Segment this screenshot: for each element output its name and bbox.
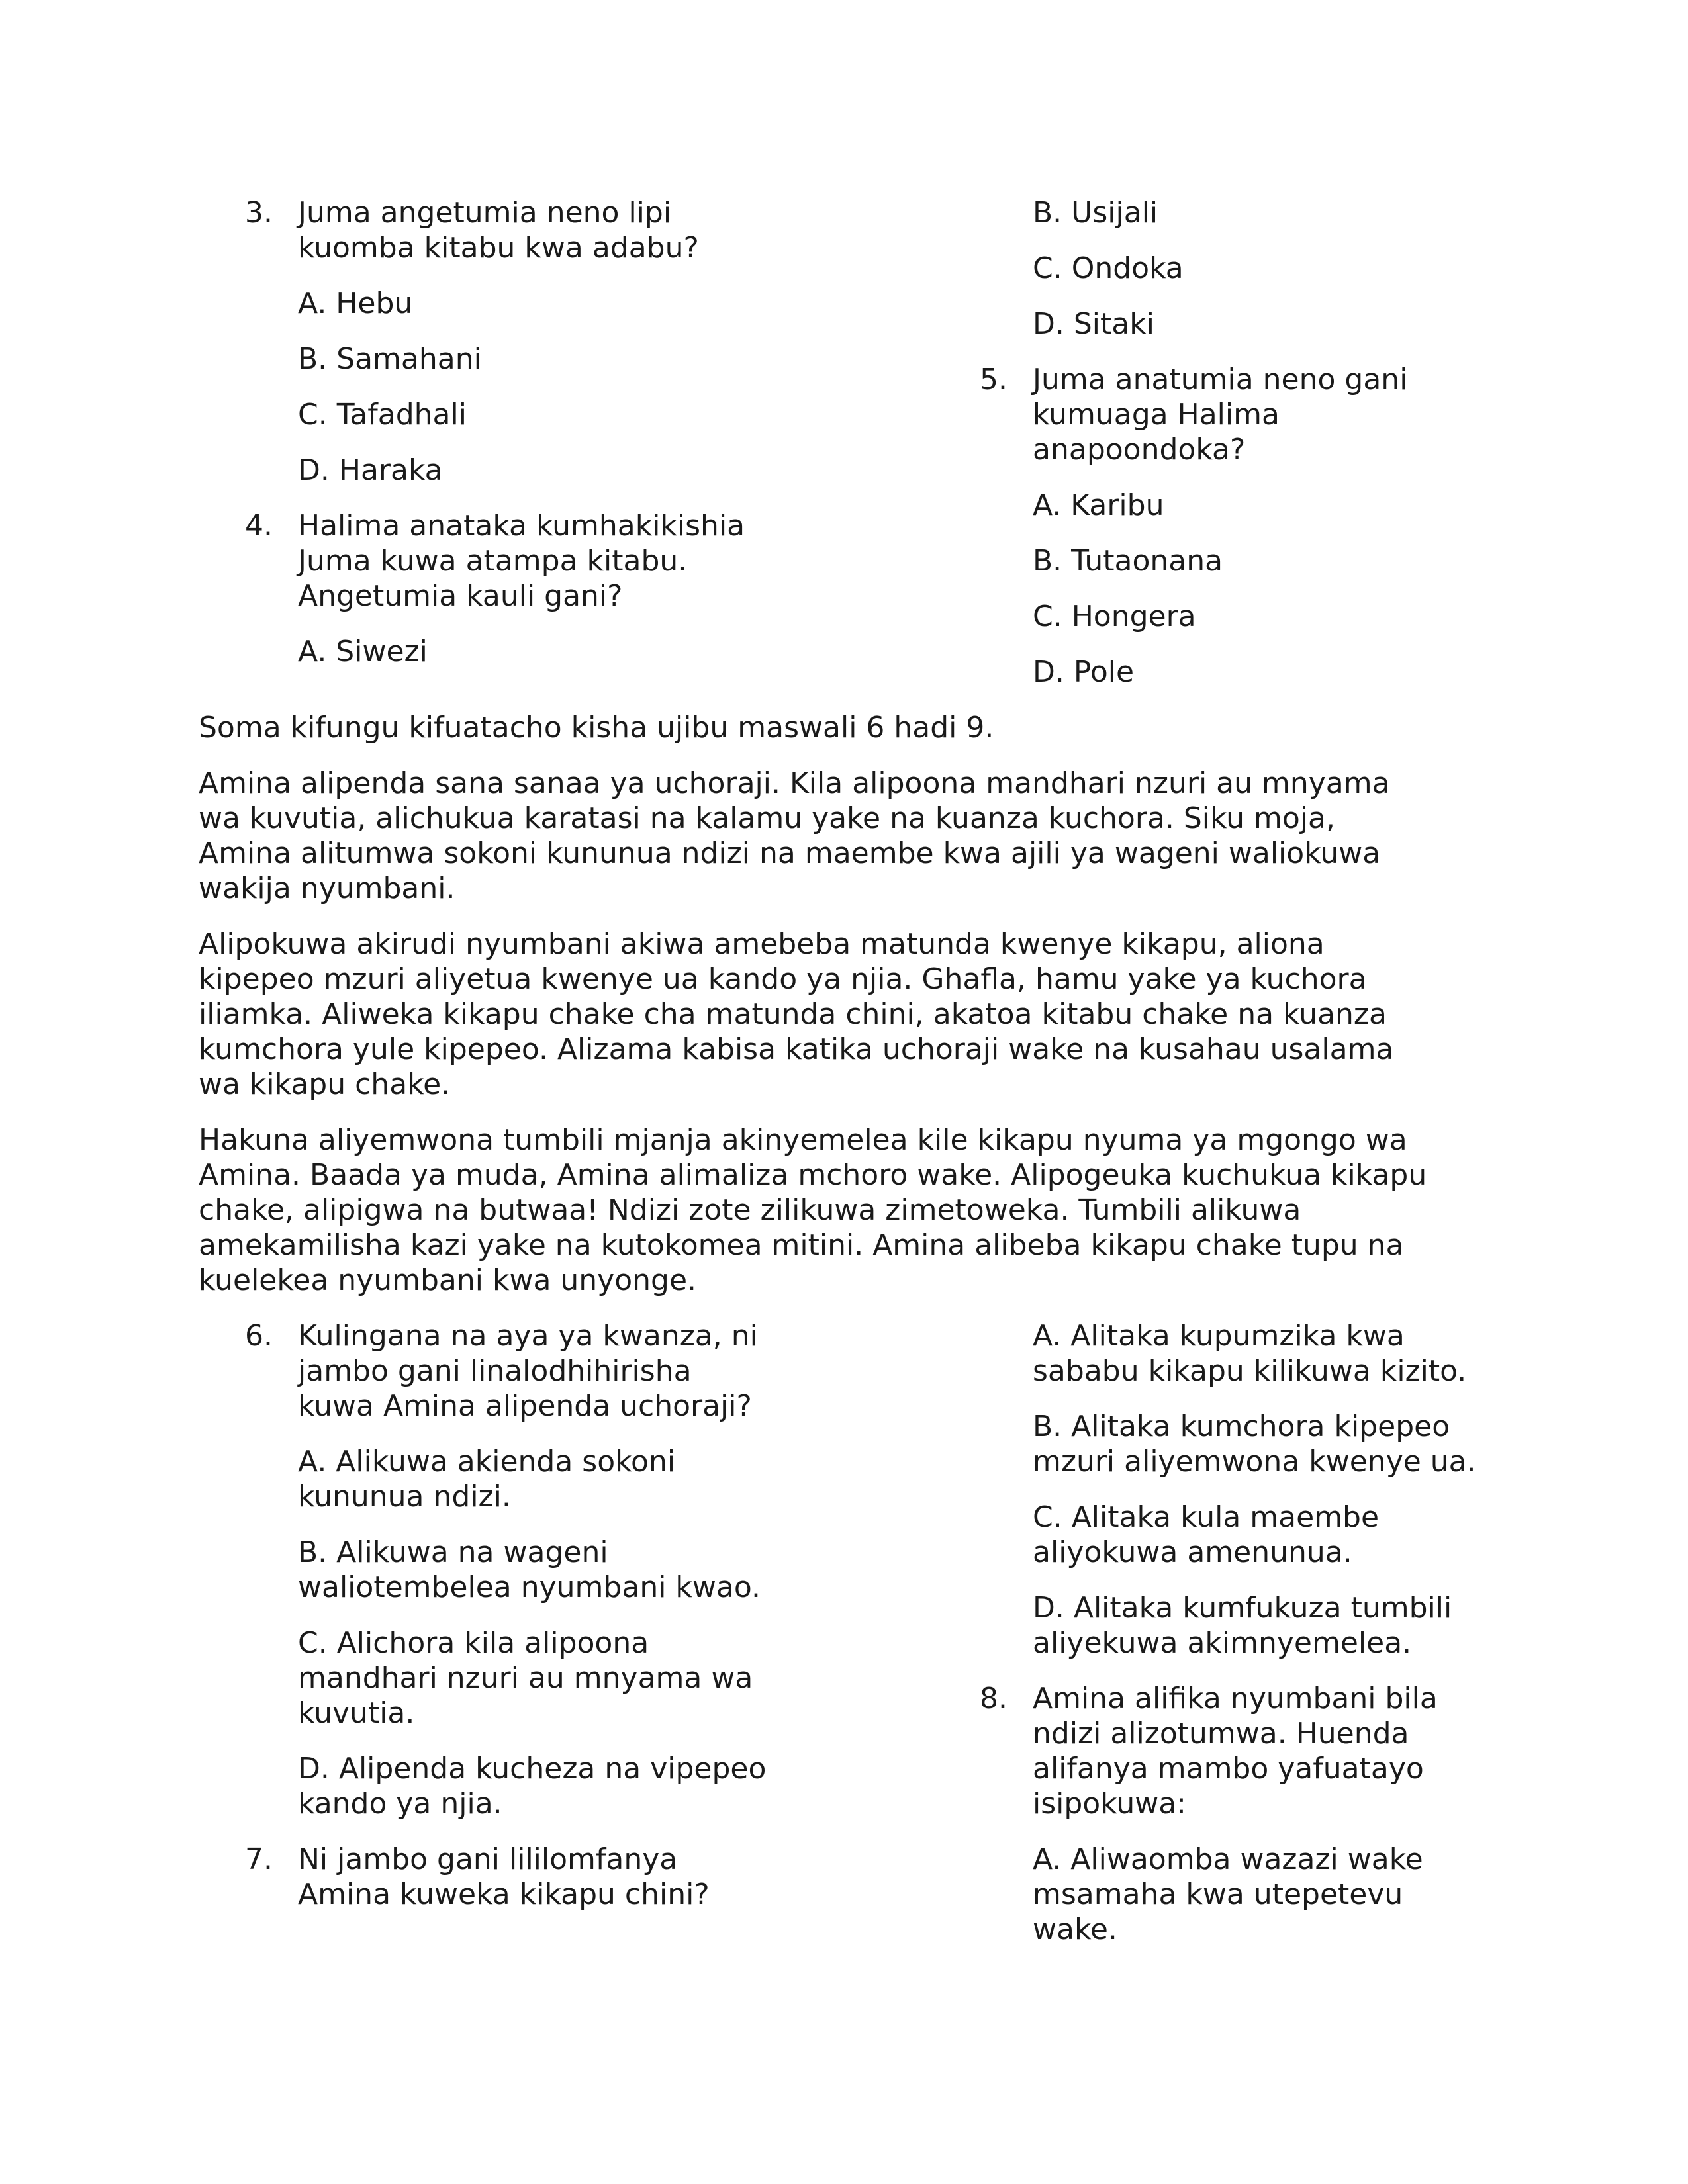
- question-4: [199, 508, 933, 614]
- option-line: B. Alitaka kumchora kipepeo: [1033, 1410, 1450, 1443]
- answer-option[interactable]: B. Samahani: [298, 342, 482, 376]
- answer-option[interactable]: A. Karibu: [1033, 488, 1164, 522]
- answer-option[interactable]: [933, 1842, 1489, 1947]
- option-line: aliyekuwa akimnyemelea.: [1033, 1626, 1412, 1660]
- right-column: [933, 195, 1489, 710]
- option-line: sababu kikapu kilikuwa kizito.: [1033, 1354, 1467, 1388]
- answer-option[interactable]: D. Haraka: [298, 453, 443, 487]
- answer-option[interactable]: A. Hebu: [298, 287, 413, 320]
- question-text-line: alifanya mambo yafuatayo: [1033, 1752, 1424, 1786]
- question-text-line: kuwa Amina alipenda uchoraji?: [298, 1389, 752, 1423]
- question-text-line: ndizi alizotumwa. Huenda: [1033, 1717, 1409, 1751]
- passage-line: Hakuna aliyemwona tumbili mjanja akinyemelea kile kikapu nyuma ya mgongo wa: [199, 1123, 1407, 1157]
- passage-line: Amina alitumwa sokoni kununua ndizi na maembe kwa ajili ya wageni waliokuwa: [199, 837, 1381, 870]
- question-6: [199, 1318, 933, 1424]
- question-text-line: kuomba kitabu kwa adabu?: [298, 231, 699, 265]
- question-number: 6.: [245, 1319, 273, 1353]
- answer-option[interactable]: B. Usijali: [1033, 196, 1158, 230]
- passage-paragraph-2: [199, 927, 1489, 1102]
- question-text-line: Amina kuweka kikapu chini?: [298, 1878, 710, 1911]
- option-line: kando ya njia.: [298, 1787, 502, 1821]
- option-line: B. Alikuwa na wageni: [298, 1535, 608, 1569]
- option-line: D. Alipenda kucheza na vipepeo: [298, 1752, 767, 1786]
- passage-line: kipepeo mzuri aliyetua kwenye ua kando ya njia. Ghafla, hamu yake ya kuchora: [199, 962, 1367, 996]
- question-number: 8.: [980, 1682, 1008, 1715]
- answer-option[interactable]: B. Tutaonana: [1033, 544, 1223, 578]
- question-text-line: Juma kuwa atampa kitabu.: [298, 544, 688, 578]
- answer-option[interactable]: [199, 1535, 933, 1605]
- passage-instruction: Soma kifungu kifuatacho kisha ujibu maswali 6 hadi 9.: [199, 711, 994, 745]
- passage-line: kuelekea nyumbani kwa unyonge.: [199, 1263, 696, 1297]
- option-line: kuvutia.: [298, 1696, 415, 1730]
- question-text-line: Kulingana na aya ya kwanza, ni: [298, 1319, 758, 1353]
- passage-paragraph-1: [199, 766, 1489, 906]
- question-text-line: Ni jambo gani lililomfanya: [298, 1843, 678, 1876]
- question-text-line: Juma anatumia neno gani: [1033, 363, 1408, 396]
- worksheet-page: [199, 195, 1489, 1968]
- question-text-line: Halima anataka kumhakikishia: [298, 509, 745, 543]
- question-text-line: kumuaga Halima anapoondoka?: [1033, 398, 1280, 467]
- question-number: 4.: [245, 509, 273, 543]
- left-column: [199, 195, 933, 710]
- answer-option[interactable]: [199, 1625, 933, 1731]
- passage-line: Amina alipenda sana sanaa ya uchoraji. Kila alipoona mandhari nzuri au mnyama: [199, 766, 1390, 800]
- option-line: C. Alitaka kula maembe: [1033, 1500, 1380, 1534]
- passage-paragraph-3: [199, 1122, 1489, 1298]
- option-line: waliotembelea nyumbani kwao.: [298, 1570, 761, 1604]
- question-text-line: Amina alifika nyumbani bila: [1033, 1682, 1438, 1715]
- left-column: [199, 1318, 933, 1968]
- question-text-line: isipokuwa:: [1033, 1787, 1187, 1821]
- question-3: [199, 195, 933, 265]
- right-column: [933, 1318, 1489, 1968]
- question-number: 3.: [245, 196, 273, 230]
- passage-line: Amina. Baada ya muda, Amina alimaliza mchoro wake. Alipogeuka kuchukua kikapu: [199, 1158, 1427, 1192]
- question-7: [199, 1842, 933, 1912]
- answer-option[interactable]: A. Siwezi: [298, 635, 428, 668]
- option-line: D. Alitaka kumfukuza tumbili: [1033, 1591, 1452, 1625]
- question-text-line: Angetumia kauli gani?: [298, 579, 623, 613]
- answer-option[interactable]: [933, 1590, 1489, 1661]
- option-line: C. Alichora kila alipoona: [298, 1626, 649, 1660]
- answer-option[interactable]: C. Tafadhali: [298, 398, 467, 432]
- option-line: mzuri aliyemwona kwenye ua.: [1033, 1445, 1476, 1479]
- passage-line: wakija nyumbani.: [199, 872, 455, 905]
- reading-passage: [199, 710, 1489, 1298]
- passage-line: amekamilisha kazi yake na kutokomea mitini. Amina alibeba kikapu chake tupu na: [199, 1228, 1404, 1262]
- passage-line: kumchora yule kipepeo. Alizama kabisa katika uchoraji wake na kusahau usalama: [199, 1032, 1394, 1066]
- answer-option[interactable]: C. Ondoka: [1033, 251, 1184, 285]
- option-line: aliyokuwa amenunua.: [1033, 1535, 1352, 1569]
- answer-option[interactable]: D. Sitaki: [1033, 307, 1154, 341]
- answer-option[interactable]: [933, 1318, 1489, 1388]
- answer-option[interactable]: C. Hongera: [1033, 600, 1196, 633]
- passage-line: wa kuvutia, alichukua karatasi na kalamu yake na kuanza kuchora. Siku moja,: [199, 801, 1335, 835]
- passage-line: Alipokuwa akirudi nyumbani akiwa amebeba matunda kwenye kikapu, aliona: [199, 927, 1325, 961]
- questions-3-5: [199, 195, 1489, 710]
- passage-line: wa kikapu chake.: [199, 1068, 451, 1101]
- questions-6-8: [199, 1318, 1489, 1968]
- answer-option[interactable]: [933, 1500, 1489, 1570]
- answer-option[interactable]: [199, 1444, 933, 1514]
- question-text-line: jambo gani linalodhihirisha: [298, 1354, 692, 1388]
- option-line: A. Alitaka kupumzika kwa: [1033, 1319, 1405, 1353]
- option-line: mandhari nzuri au mnyama wa: [298, 1661, 753, 1695]
- passage-line: chake, alipigwa na butwaa! Ndizi zote zilikuwa zimetoweka. Tumbili alikuwa: [199, 1193, 1301, 1227]
- option-line: kununua ndizi.: [298, 1480, 511, 1514]
- option-line: A. Aliwaomba wazazi wake: [1033, 1843, 1423, 1876]
- question-5: [933, 362, 1489, 467]
- question-number: 7.: [245, 1843, 273, 1876]
- question-number: 5.: [980, 363, 1008, 396]
- passage-line: iliamka. Aliweka kikapu chake cha matunda chini, akatoa kitabu chake na kuanza: [199, 997, 1387, 1031]
- option-line: msamaha kwa utepetevu wake.: [1033, 1878, 1403, 1946]
- answer-option[interactable]: [933, 1409, 1489, 1479]
- answer-option[interactable]: [199, 1751, 933, 1821]
- answer-option[interactable]: D. Pole: [1033, 655, 1135, 689]
- question-8: [933, 1681, 1489, 1821]
- question-text-line: Juma angetumia neno lipi: [298, 196, 672, 230]
- option-line: A. Alikuwa akienda sokoni: [298, 1445, 676, 1479]
